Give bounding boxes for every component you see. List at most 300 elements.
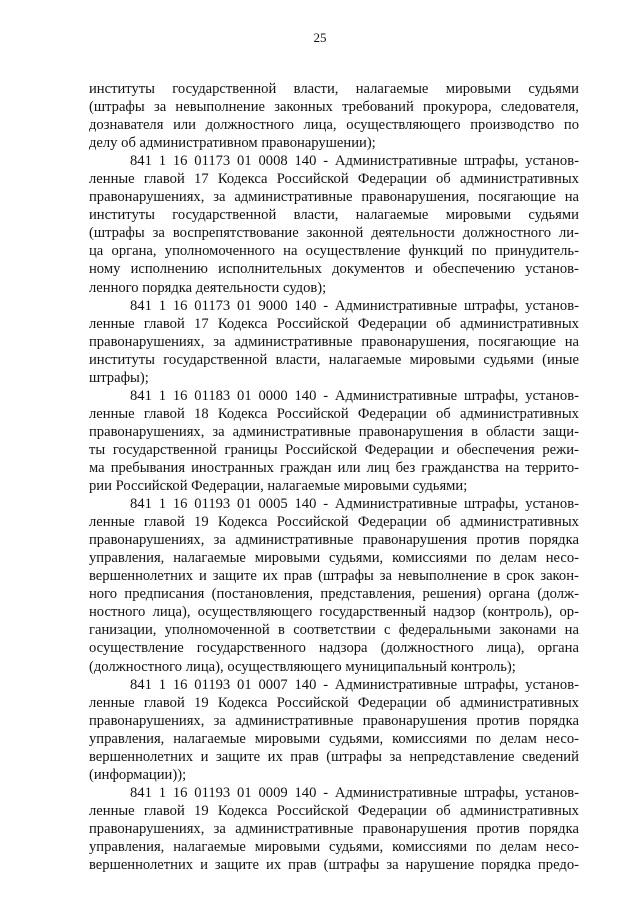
word: Административные	[334, 676, 458, 693]
word: лица),	[185, 658, 228, 675]
word: 841	[130, 676, 152, 693]
word: штрафы,	[463, 496, 519, 513]
word: главой	[143, 802, 185, 819]
word: органа	[488, 586, 530, 603]
word: Кодекса	[217, 315, 268, 332]
word: налагаемые	[355, 207, 429, 224]
word: ленного	[89, 279, 143, 296]
word: судьями,	[329, 730, 384, 747]
text-line	[89, 152, 579, 170]
word: требований	[342, 99, 414, 116]
word: судьями,	[329, 838, 384, 855]
word: 17	[194, 171, 209, 188]
word: Федерации	[357, 802, 427, 819]
word: 140	[294, 297, 317, 314]
text-line	[89, 748, 579, 766]
word: против	[476, 820, 520, 837]
word: (штрафы	[89, 99, 145, 116]
word: 841	[130, 784, 152, 801]
word: об	[121, 135, 140, 152]
word: (должностного	[380, 640, 474, 657]
text-line	[89, 405, 579, 423]
word: несо-	[545, 550, 579, 567]
word: государственной	[163, 351, 268, 368]
word: делам	[499, 550, 537, 567]
word: иностранных	[191, 459, 274, 476]
word: государственного	[196, 640, 306, 657]
word: делам	[499, 838, 537, 855]
text-line	[89, 730, 579, 748]
text-line	[89, 279, 579, 297]
word: административных	[459, 315, 579, 332]
word: ма	[89, 459, 105, 476]
word: лица),	[486, 640, 525, 657]
word: об	[435, 405, 451, 422]
word: за	[152, 225, 165, 242]
text-line	[89, 621, 579, 639]
word: законных	[274, 99, 333, 116]
word: 16	[172, 153, 188, 170]
text-line	[89, 206, 579, 224]
word: Административные	[334, 297, 458, 314]
word: Федерации	[357, 171, 427, 188]
word: ор-	[559, 604, 579, 621]
word: Федерации,	[191, 478, 268, 495]
word: ленные	[89, 694, 135, 711]
word: 140	[294, 496, 317, 513]
word: 17	[194, 315, 209, 332]
word: деятельности	[371, 225, 455, 242]
word: 0007	[258, 676, 288, 693]
word: институты	[89, 81, 155, 97]
text-line	[89, 477, 579, 495]
word: прокурора,	[423, 99, 492, 116]
word: судьями,	[329, 550, 384, 567]
word: уполномоченной	[164, 622, 270, 639]
word: лиц	[366, 459, 390, 476]
word: на	[283, 243, 298, 260]
word: и	[198, 568, 207, 585]
word: 16	[172, 297, 188, 314]
word: 1	[158, 676, 167, 693]
word: судьями	[483, 351, 534, 368]
word: 01173	[194, 153, 231, 170]
word: комиссиями	[392, 730, 468, 747]
text-line	[89, 459, 579, 477]
word: исполнительных	[218, 261, 322, 278]
word: прав	[283, 568, 313, 585]
word: мировыми	[445, 81, 512, 97]
word: вершеннолетних	[89, 857, 194, 874]
word: границы	[224, 441, 278, 458]
word: ному	[89, 261, 121, 278]
word: (иные	[542, 351, 579, 368]
word: за	[389, 748, 402, 765]
word: пребывания	[110, 459, 186, 476]
word: посягающие	[478, 189, 556, 206]
word: и	[441, 441, 450, 458]
word: Федерации	[357, 514, 427, 531]
word: Российской	[276, 171, 349, 188]
word: ты	[89, 441, 106, 458]
word: уполномоченного	[164, 243, 275, 260]
word: на	[505, 459, 520, 476]
word: Российской	[276, 315, 349, 332]
text-line	[89, 802, 579, 820]
word: правонарушения	[362, 532, 468, 549]
word: об	[435, 802, 451, 819]
word: против	[476, 712, 520, 729]
word: 16	[172, 387, 188, 404]
text-line	[89, 351, 579, 369]
word: обеспечения	[456, 441, 535, 458]
word: правонарушения	[358, 423, 464, 440]
text-line	[89, 224, 579, 242]
word: Кодекса	[217, 171, 268, 188]
word: -	[323, 676, 329, 693]
word: 01173	[194, 297, 231, 314]
text-line	[89, 694, 579, 712]
text-line	[89, 784, 579, 802]
word: административные	[234, 189, 353, 206]
word: прав	[288, 857, 317, 874]
word: главой	[143, 171, 185, 188]
word: Федерации	[364, 441, 434, 458]
word: по	[471, 243, 487, 260]
document-body	[89, 80, 579, 874]
word: штрафы,	[463, 297, 519, 314]
word: осуществление	[305, 243, 401, 260]
word: Российской	[276, 694, 349, 711]
word: 19	[194, 802, 209, 819]
text-line	[89, 134, 579, 152]
word: невыполнение	[397, 568, 488, 585]
word: об	[435, 694, 451, 711]
word: мировыми	[254, 550, 321, 567]
word: контроль);	[450, 658, 516, 675]
word: административные	[235, 712, 354, 729]
word: защите	[212, 568, 257, 585]
word: институты	[89, 207, 155, 224]
word: осуществление	[89, 640, 184, 657]
word: делу	[89, 135, 122, 152]
text-line	[89, 369, 579, 387]
word: 1	[158, 153, 167, 170]
word: 16	[172, 676, 188, 693]
word: надзор	[433, 604, 476, 621]
word: Федерации	[357, 694, 427, 711]
word: 01	[237, 496, 252, 513]
word: производство	[470, 117, 555, 134]
word: непредставление	[409, 748, 515, 765]
word: 01	[237, 387, 252, 404]
word: 01	[237, 153, 252, 170]
word: 0000	[258, 387, 288, 404]
text-line	[89, 639, 579, 657]
word: Административные	[334, 784, 458, 801]
word: исполнению	[130, 261, 208, 278]
word: террито-	[525, 459, 579, 476]
word: мировыми	[409, 351, 476, 368]
word: ленные	[89, 171, 135, 188]
word: невыполнение	[175, 99, 265, 116]
word: порядка	[529, 532, 579, 549]
word: государственной	[112, 441, 217, 458]
word: государственной	[172, 207, 277, 224]
word: по	[475, 730, 492, 747]
word: правонарушениях,	[89, 532, 205, 549]
word: административных	[459, 171, 579, 188]
word: защите	[214, 857, 260, 874]
word: рии	[89, 478, 116, 495]
word: управления,	[89, 730, 165, 747]
word: посягающие	[478, 333, 556, 350]
text-line	[89, 315, 579, 333]
text-line	[89, 712, 579, 730]
word: мировыми	[445, 207, 512, 224]
word: порядка	[529, 712, 579, 729]
word: -	[323, 784, 329, 801]
text-line	[89, 260, 579, 278]
page-number: 25	[313, 30, 327, 45]
text-line	[89, 387, 579, 405]
word: ленные	[89, 802, 135, 819]
word: главой	[143, 514, 185, 531]
word: или	[337, 459, 361, 476]
word: и	[200, 857, 208, 874]
word: федеральными	[398, 622, 491, 639]
word: 01193	[194, 784, 231, 801]
word: решения)	[422, 586, 482, 603]
word: (долж-	[537, 586, 579, 603]
word: вершеннолетних	[89, 568, 194, 585]
word: правонарушении);	[261, 135, 376, 152]
word: Кодекса	[217, 802, 268, 819]
word: 01193	[194, 676, 231, 693]
word: Российской	[276, 802, 349, 819]
word: 0009	[258, 784, 288, 801]
word: за	[213, 189, 226, 206]
word: штрафы);	[89, 369, 149, 386]
word: за	[386, 857, 399, 874]
word: ленные	[89, 514, 135, 531]
word: административные	[232, 423, 351, 440]
text-line	[89, 297, 579, 315]
text-line	[89, 188, 579, 206]
word: сведений	[522, 748, 579, 765]
word: Федерации	[357, 315, 427, 332]
word: законной	[306, 225, 364, 242]
word: установ-	[525, 784, 579, 801]
word: штрафы,	[463, 676, 519, 693]
word: документов	[332, 261, 405, 278]
word: -	[323, 297, 329, 314]
word: административные	[235, 532, 354, 549]
word: лица,	[303, 117, 337, 134]
word: 1	[158, 784, 167, 801]
word: Административные	[334, 496, 458, 513]
text-line	[89, 423, 579, 441]
word: административные	[235, 820, 354, 837]
word: правонарушения	[362, 712, 468, 729]
word: порядка	[142, 279, 196, 296]
word: по	[475, 550, 492, 567]
word: -	[323, 496, 329, 513]
word: области	[486, 423, 535, 440]
text-line	[89, 838, 579, 856]
word: налагаемые	[267, 478, 344, 495]
word: правонарушениях,	[89, 189, 205, 206]
word: штрафы,	[463, 153, 519, 170]
word: правонарушения,	[361, 333, 470, 350]
text-line	[89, 333, 579, 351]
word: установ-	[525, 261, 579, 278]
word: ли-	[559, 225, 579, 242]
word: 16	[172, 784, 188, 801]
word: прав	[290, 748, 319, 765]
word: за	[379, 568, 393, 585]
word: главой	[143, 694, 185, 711]
word: Кодекса	[217, 514, 268, 531]
word: главой	[143, 405, 185, 422]
word: осуществляющего	[227, 658, 346, 675]
word: комиссиями	[392, 838, 468, 855]
word: установ-	[525, 496, 579, 513]
word: судьями;	[412, 478, 468, 495]
word: лица),	[152, 604, 191, 621]
word: на	[564, 189, 579, 206]
word: нарушение	[405, 857, 475, 874]
word: налагаемые	[328, 351, 402, 368]
word: административных	[459, 405, 579, 422]
word: власти,	[293, 207, 339, 224]
word: мировыми	[343, 478, 413, 495]
word: против	[476, 532, 520, 549]
word: органа,	[111, 243, 157, 260]
word: административных	[459, 694, 579, 711]
word: власти,	[293, 81, 339, 97]
word: установ-	[525, 297, 579, 314]
word: предо-	[538, 857, 579, 874]
word: Российской	[276, 514, 349, 531]
word: ганизации,	[89, 622, 157, 639]
word: граждан	[280, 459, 332, 476]
word: ленные	[89, 315, 135, 332]
word: 140	[294, 676, 317, 693]
word: государственной	[172, 81, 277, 97]
text-line	[89, 856, 579, 874]
word: срок	[506, 568, 535, 585]
word: деятельности	[195, 279, 283, 296]
word: муниципальный	[345, 658, 451, 675]
word: мировыми	[254, 730, 321, 747]
word: Российской	[285, 441, 358, 458]
word: об	[435, 514, 451, 531]
word: правонарушениях,	[89, 712, 205, 729]
word: -	[323, 153, 329, 170]
text-line	[89, 567, 579, 585]
word: гражданства	[421, 459, 499, 476]
word: функций	[408, 243, 464, 260]
word: власти,	[275, 351, 321, 368]
word: закон-	[540, 568, 579, 585]
word: за	[213, 820, 226, 837]
word: 841	[130, 153, 152, 170]
word: 16	[172, 496, 188, 513]
word: обеспечению	[432, 261, 516, 278]
word: за	[213, 333, 226, 350]
word: по	[563, 117, 579, 134]
word: налагаемые	[173, 550, 246, 567]
word: институты	[89, 351, 155, 368]
word: и	[414, 261, 423, 278]
word: Административные	[334, 153, 458, 170]
word: 18	[194, 405, 209, 422]
text-line	[89, 549, 579, 567]
word: (штрафы	[323, 857, 380, 874]
word: принудитель-	[494, 243, 579, 260]
text-line	[89, 531, 579, 549]
word: (штрафы	[89, 225, 145, 242]
text-line	[89, 170, 579, 188]
word: ного	[89, 586, 118, 603]
word: 01193	[194, 496, 231, 513]
word: установ-	[525, 676, 579, 693]
word: их	[266, 857, 282, 874]
word: 841	[130, 297, 152, 314]
word: 841	[130, 496, 152, 513]
word: должностного	[205, 117, 294, 134]
word: штрафы,	[463, 387, 519, 404]
word: (штрафы	[326, 748, 382, 765]
word: в	[278, 622, 285, 639]
word: в	[493, 568, 501, 585]
word: правонарушения,	[361, 189, 470, 206]
word: государственный	[319, 604, 426, 621]
word: главой	[143, 315, 185, 332]
word: законами	[499, 622, 557, 639]
word: и	[200, 748, 209, 765]
word: 01183	[194, 387, 231, 404]
word: комиссиями	[392, 550, 468, 567]
word: об	[435, 171, 451, 188]
text-line	[89, 116, 579, 134]
word: налагаемые	[173, 838, 246, 855]
word: Кодекса	[217, 694, 268, 711]
word: правонарушениях,	[89, 423, 205, 440]
word: осуществляющего	[346, 117, 461, 134]
word: налагаемые	[173, 730, 246, 747]
text-line	[89, 242, 579, 260]
word: Кодекса	[217, 405, 268, 422]
word: органа	[537, 640, 579, 657]
word: 01	[237, 676, 252, 693]
word: (постановления,	[211, 586, 314, 603]
word: ленные	[89, 405, 135, 422]
word: на	[564, 333, 579, 350]
word: несо-	[545, 838, 579, 855]
word: об	[435, 315, 451, 332]
word: в	[471, 423, 479, 440]
word: делам	[499, 730, 537, 747]
word: защите	[215, 748, 261, 765]
word: 19	[194, 694, 209, 711]
word: 0008	[258, 153, 288, 170]
word: 140	[294, 153, 317, 170]
word: административных	[459, 802, 579, 819]
word: осуществляющего	[197, 604, 313, 621]
word: режи-	[542, 441, 579, 458]
